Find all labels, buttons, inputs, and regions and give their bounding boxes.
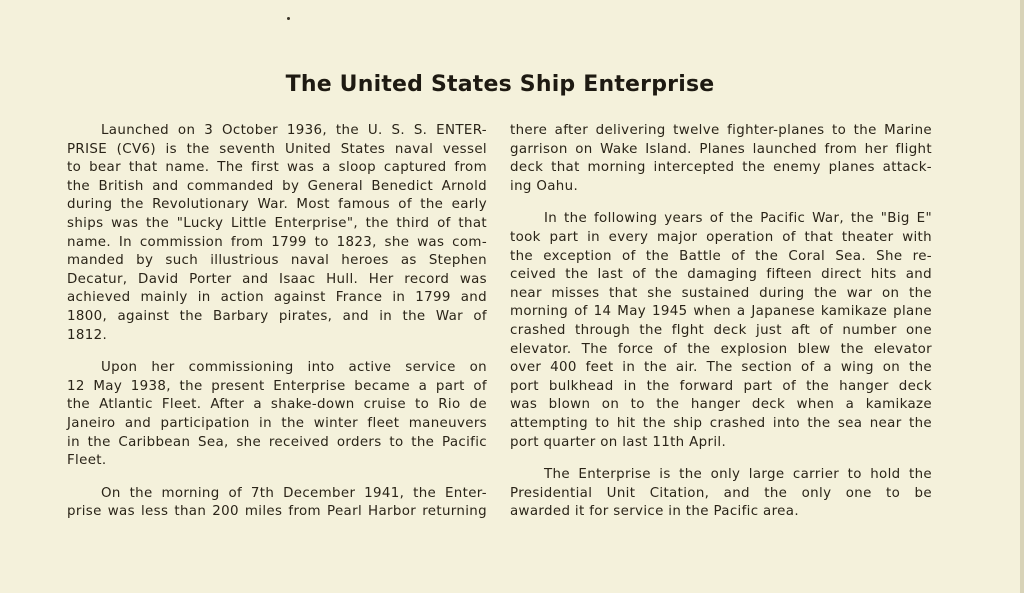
text-line: 1800, against the Barbary pirates, and in the War of	[67, 308, 487, 324]
text-line: awarded it for service in the Pacific area.	[510, 504, 799, 520]
right-column	[510, 122, 932, 522]
text-line: ships was the "Lucky Little Enterprise", the third of that	[67, 215, 487, 231]
text-line: near misses that she sustained during the war on the	[510, 285, 932, 301]
paragraph-commissioning	[67, 359, 487, 471]
text-line: The Enterprise is the only large carrier to hold the	[544, 467, 932, 483]
text-line: On the morning of 7th December 1941, the Enter-	[101, 485, 487, 501]
text-line: attempting to hit the ship crashed into the sea near the	[510, 415, 932, 431]
text-line: deck that morning intercepted the enemy planes attack-	[510, 160, 932, 176]
text-line: prise was less than 200 miles from Pearl Harbor returning	[67, 504, 487, 520]
text-line: to bear that name. The first was a sloop captured from	[67, 160, 487, 176]
paragraph-gap	[67, 345, 487, 359]
text-line: took part in every major operation of that theater with	[510, 229, 932, 245]
text-line: crashed through the flght deck just aft of number one	[510, 322, 932, 338]
text-line: over 400 feet in the air. The section of a wing on the	[510, 360, 932, 376]
paragraph-gap	[510, 452, 932, 466]
text-line: morning of 14 May 1945 when a Japanese kamikaze plane	[510, 304, 932, 320]
text-line: In the following years of the Pacific War, the "Big E"	[544, 211, 932, 227]
text-line: elevator. The force of the explosion blew the elevator	[510, 341, 932, 357]
left-column	[67, 122, 487, 522]
text-line: 12 May 1938, the present Enterprise became a part of	[67, 378, 487, 394]
text-line: ceived the last of the damaging fifteen direct hits and	[510, 267, 932, 283]
text-line: in the Caribbean Sea, she received orders to the Pacific	[67, 434, 487, 450]
paragraph-launch	[67, 122, 487, 345]
text-line: Launched on 3 October 1936, the U. S. S. ENTER-	[101, 123, 487, 138]
text-line: was blown on to the hanger deck when a kamikaze	[510, 397, 932, 413]
paragraph-gap	[510, 196, 932, 210]
text-line: the exception of the Battle of the Coral Sea. She re-	[510, 248, 932, 264]
ink-speck	[287, 17, 290, 20]
text-line: the Atlantic Fleet. After a shake-down cruise to Rio de	[67, 397, 487, 413]
text-line: garrison on Wake Island. Planes launched from her flight	[510, 141, 932, 157]
text-line: there after delivering twelve fighter-planes to the Marine	[510, 123, 932, 138]
text-line: during the Revolutionary War. Most famous of the early	[67, 197, 487, 213]
text-line: Decatur, David Porter and Isaac Hull. Her record was	[67, 271, 487, 287]
text-line: ing Oahu.	[510, 178, 579, 194]
text-line: PRISE (CV6) is the seventh United States naval vessel	[67, 141, 487, 157]
text-line: achieved mainly in action against France in 1799 and	[67, 290, 487, 306]
paragraph-pacific-war	[510, 210, 932, 452]
text-line: Fleet.	[67, 453, 107, 469]
text-line: port quarter on last 11th April.	[510, 434, 727, 450]
text-line: name. In commission from 1799 to 1823, she was com-	[67, 234, 487, 250]
text-line: manded by such illustrious naval heroes as Stephen	[67, 253, 487, 269]
page-title: The United States Ship Enterprise	[285, 72, 715, 97]
paragraph-wake-island	[510, 122, 932, 196]
text-line: the British and commanded by General Benedict Arnold	[67, 178, 487, 194]
text-line: port bulkhead in the forward part of the hanger deck	[510, 378, 932, 394]
text-line: Upon her commissioning into active service on	[101, 360, 487, 376]
paragraph-gap	[67, 471, 487, 485]
text-line: Presidential Unit Citation, and the only one to be	[510, 485, 932, 501]
text-line: 1812.	[67, 327, 108, 343]
text-line: Janeiro and participation in the winter fleet maneuvers	[67, 415, 487, 431]
paragraph-citation	[510, 466, 932, 522]
paragraph-pearl-harbor	[67, 485, 487, 522]
